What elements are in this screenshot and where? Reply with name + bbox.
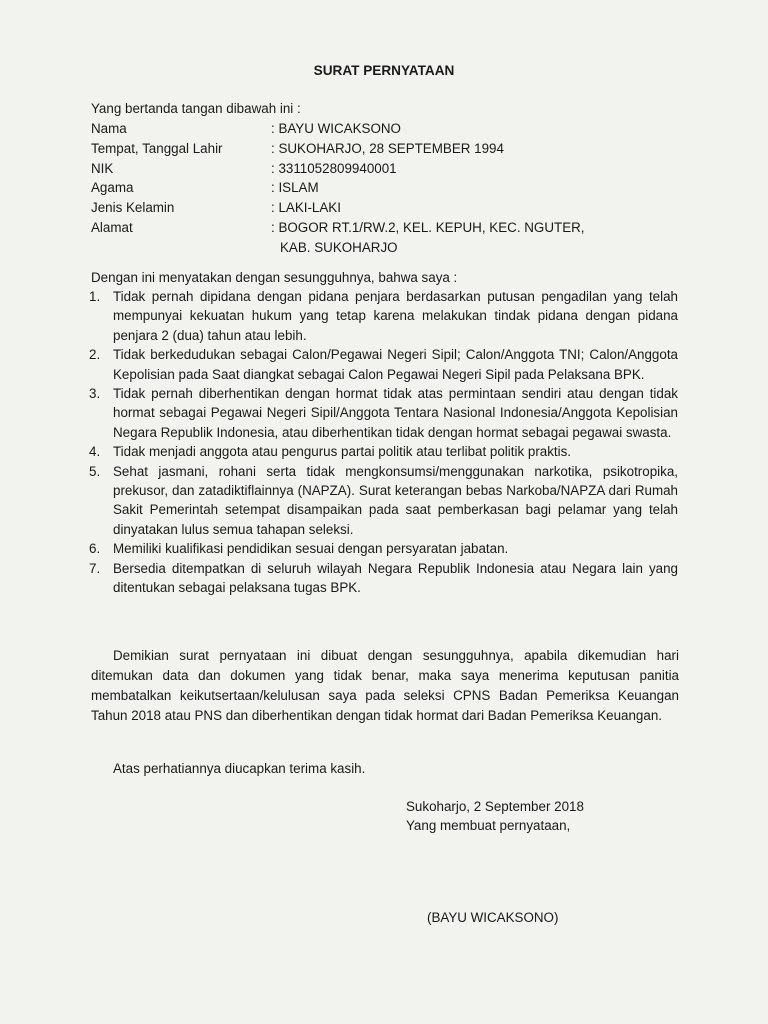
list-text: Tidak pernah dipidana dengan pidana penjara berdasarkan putusan pengadilan yang telah mempunyai kekuatan hukum yang tetap karena melakukan tindak pidana dengan pidana penjara 2 (dua) tahun atau lebih. — [113, 289, 678, 343]
list-number: 6. — [89, 541, 101, 557]
list-item — [89, 462, 678, 540]
declaration-intro: Dengan ini menyatakan dengan sesungguhnya, bahwa saya : — [91, 270, 458, 285]
list-text: Tidak berkedudukan sebagai Calon/Pegawai Negeri Sipil; Calon/Anggota TNI; Calon/Anggota Kepolisian pada Saat diangkat sebagai Calon Pegawai Negeri Sipil pada Pelaksana BPK. — [113, 347, 678, 382]
list-text: Tidak menjadi anggota atau pengurus partai politik atau terlibat politik praktis. — [113, 444, 572, 460]
field-label: Jenis Kelamin — [91, 200, 175, 216]
field-label: Agama — [91, 180, 134, 196]
list-item — [89, 442, 678, 461]
field-row-agama — [91, 178, 691, 198]
list-number: 2. — [89, 347, 101, 363]
field-row-nik — [91, 159, 691, 179]
signatory-label: Yang membuat pernyataan, — [406, 818, 571, 833]
closing-paragraph: Demikian surat pernyataan ini dibuat dengan sesungguhnya, apabila dikemudian hari ditemukan data dan dokumen yang tidak benar, maka saya menerima keputusan panitia membatalkan keikutsertaan/kelulusan saya pada seleksi CPNS Badan Pemeriksa Keuangan Tahun 2018 atau PNS dan diberhentikan dengan tidak hormat dari Badan Pemeriksa Keuangan. — [91, 648, 679, 723]
intro-line: Yang bertanda tangan dibawah ini : — [91, 101, 301, 116]
field-label: NIK — [91, 160, 114, 176]
signatory-name: (BAYU WICAKSONO) — [427, 910, 559, 925]
place-date: Sukoharjo, 2 September 2018 — [406, 799, 584, 814]
list-text: Memiliki kualifikasi pendidikan sesuai dengan persyaratan jabatan. — [113, 541, 509, 557]
field-value: : 3311052809940001 — [271, 160, 397, 176]
field-row-alamat — [91, 218, 691, 255]
document-title: SURAT PERNYATAAN — [313, 63, 455, 78]
field-value: : BAYU WICAKSONO — [271, 121, 401, 136]
list-text: Bersedia ditempatkan di seluruh wilayah Negara Republik Indonesia atau Negara lain yang ditentukan sebagai pelaksana tugas BPK. — [113, 560, 678, 596]
list-item — [89, 287, 678, 345]
field-value-continuation: KAB. SUKOHARJO — [280, 239, 398, 255]
field-label: Nama — [91, 121, 127, 136]
field-row-jenis-kelamin — [91, 198, 691, 218]
thanks-line: Atas perhatiannya diucapkan terima kasih. — [113, 761, 366, 776]
list-number: 5. — [89, 463, 101, 479]
list-number: 3. — [89, 386, 101, 402]
list-item — [89, 384, 678, 442]
list-number: 1. — [89, 289, 101, 304]
field-row-ttl — [91, 139, 691, 159]
list-item — [89, 345, 678, 384]
field-value: : SUKOHARJO, 28 SEPTEMBER 1994 — [271, 140, 504, 156]
list-number: 4. — [89, 444, 101, 460]
field-row-nama — [91, 119, 691, 139]
field-value: : ISLAM — [271, 180, 319, 196]
field-value: : BOGOR RT.1/RW.2, KEL. KEPUH, KEC. NGUTER, — [271, 219, 585, 235]
list-number: 7. — [89, 560, 101, 576]
list-item — [89, 559, 678, 598]
field-label: Alamat — [91, 219, 133, 235]
list-text: Tidak pernah diberhentikan dengan hormat tidak atas permintaan sendiri atau dengan tidak hormat sebagai Pegawai Negeri Sipil/Anggota Tentara Nasional Indonesia/Anggota Kepolisian Negara Republik Indonesia, atau diberhentikan tidak dengan hormat sebagai pegawai swasta. — [113, 386, 678, 440]
identity-fields — [91, 119, 691, 255]
list-item — [89, 539, 678, 558]
list-text: Sehat jasmani, rohani serta tidak mengkonsumsi/menggunakan narkotika, psikotropika, prekusor, dan zatadiktiflainnya (NAPZA). Surat keterangan bebas Narkoba/NAPZA dari Rumah Sakit Pemerintah setempat disampaikan pada saat pemberkasan bagi pelamar yang telah dinyatakan lulus semua tahapan seleksi. — [113, 463, 678, 537]
field-value: : LAKI-LAKI — [271, 200, 341, 216]
field-label: Tempat, Tanggal Lahir — [91, 140, 223, 156]
statement-list — [89, 287, 678, 598]
